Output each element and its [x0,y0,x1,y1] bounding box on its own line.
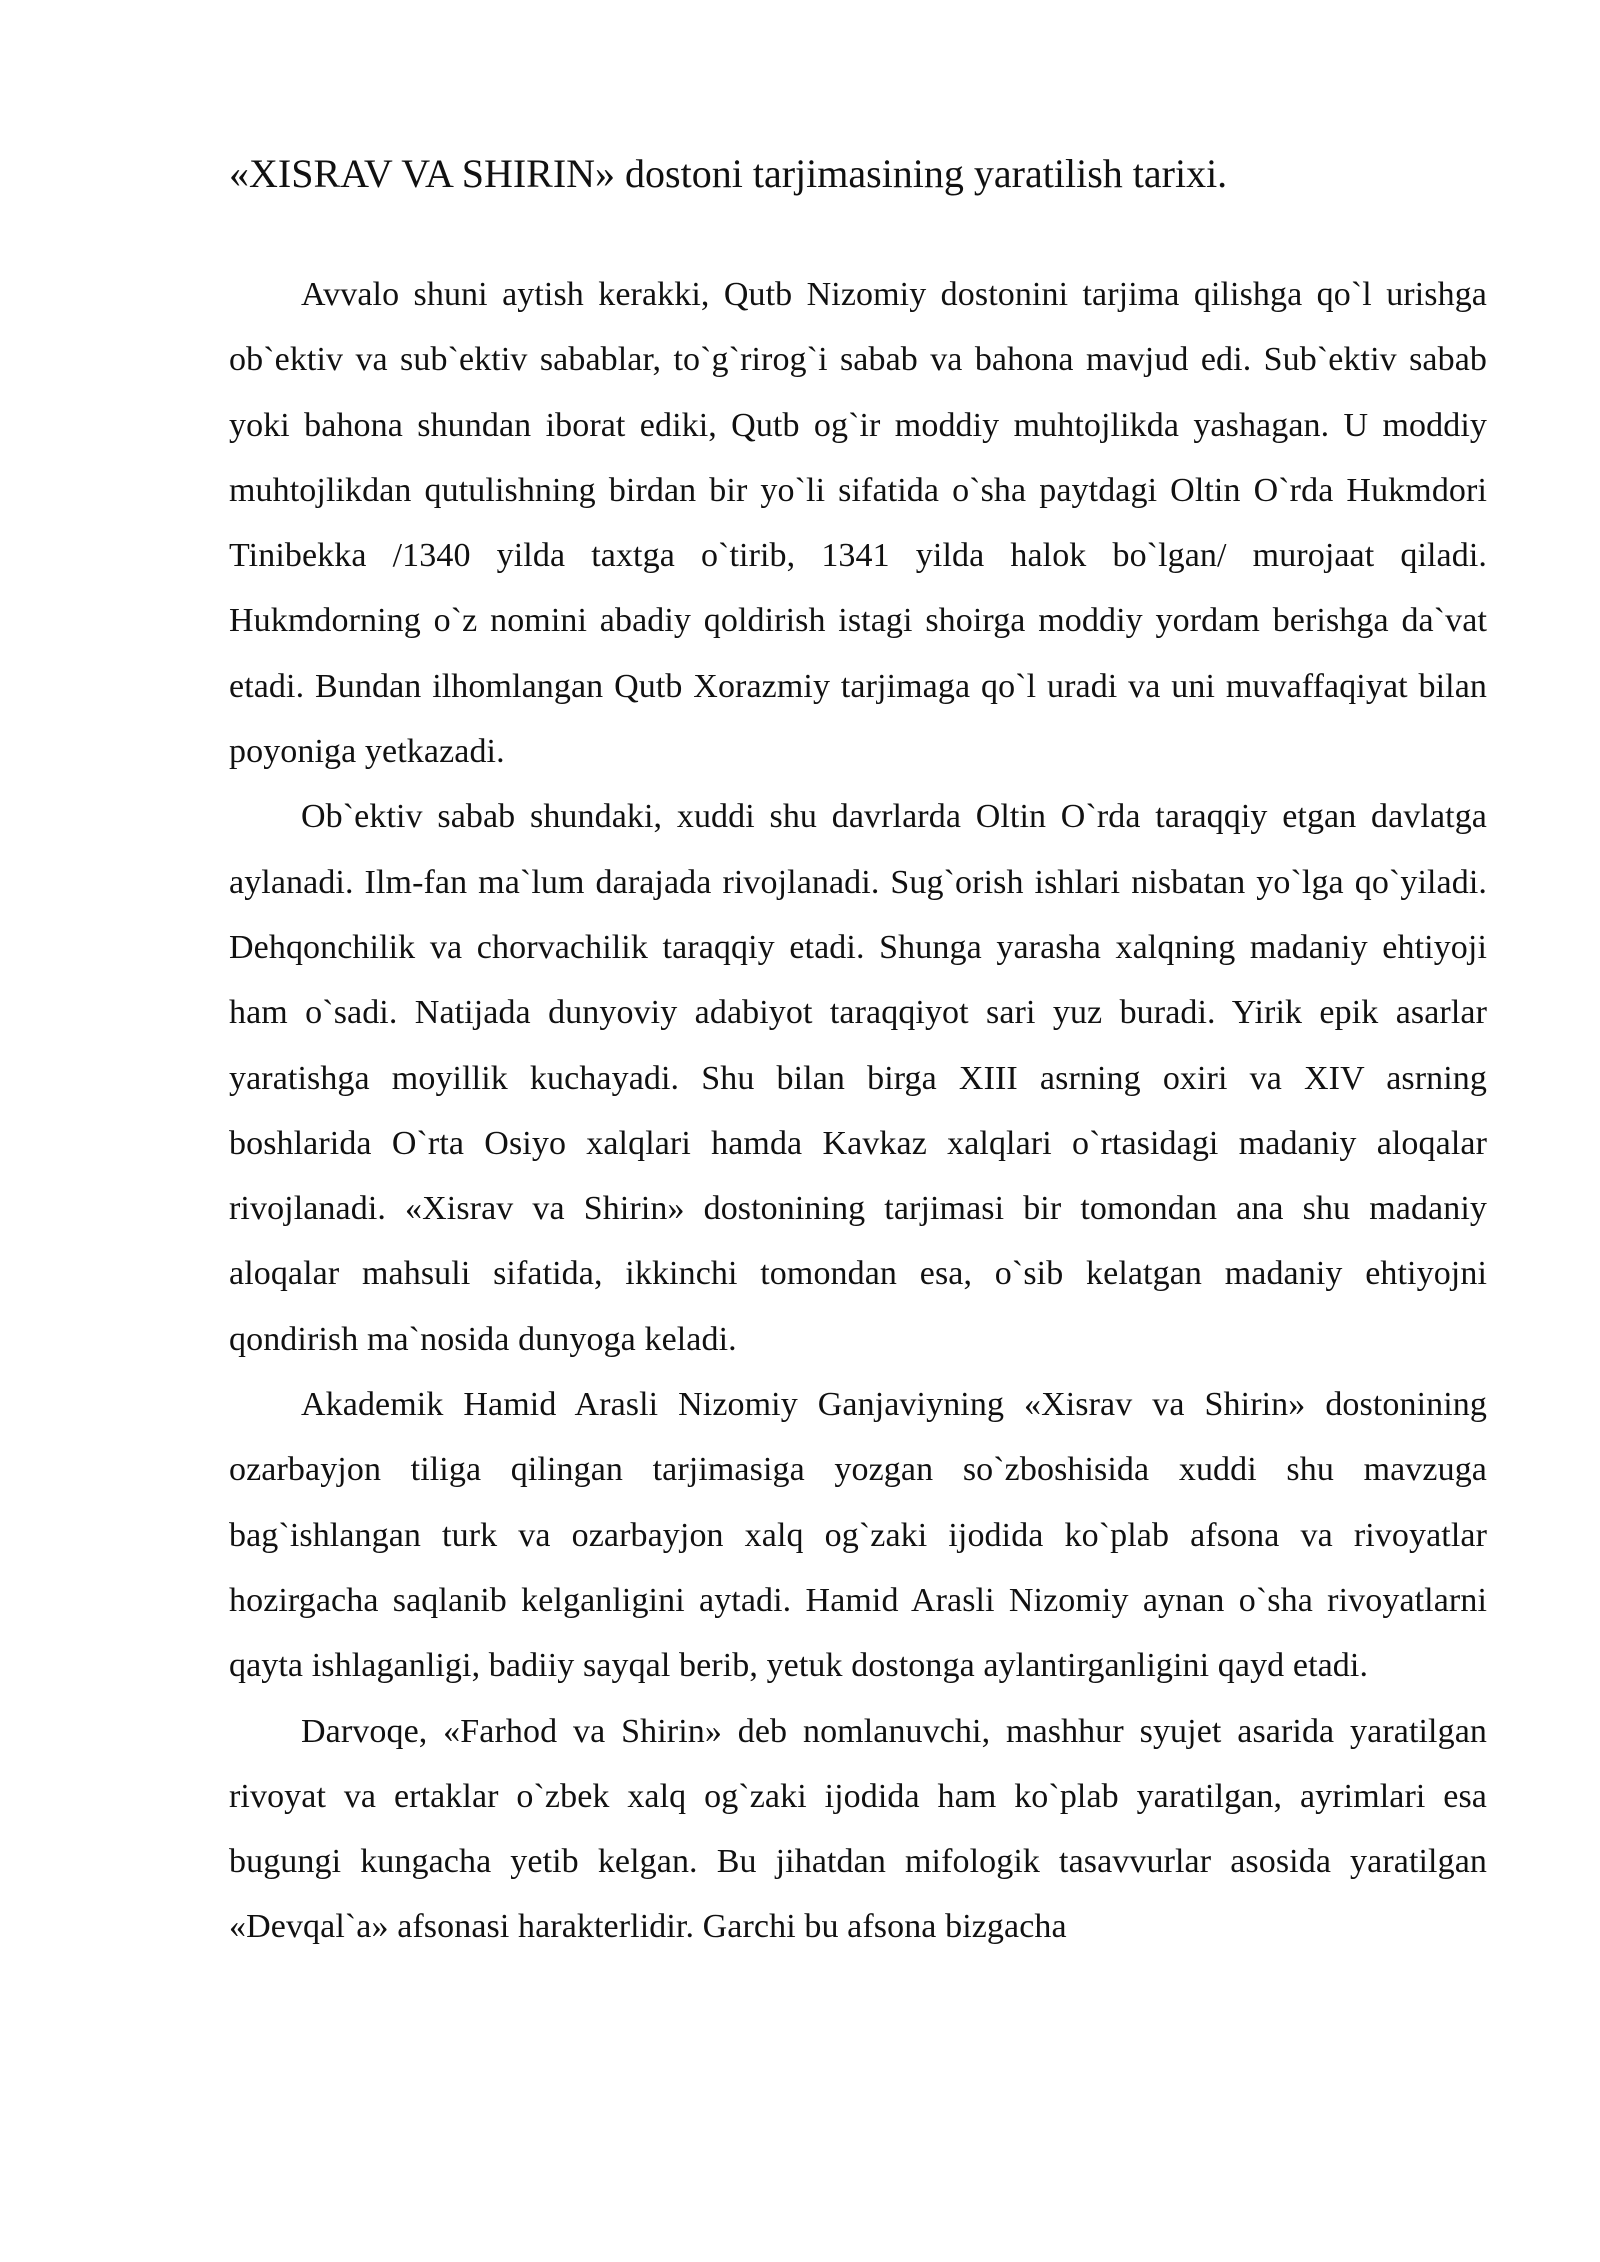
document-title: «XISRAV VA SHIRIN» dostoni tarjimasining yaratilish tarixi. [229,151,1228,196]
document-body [229,262,1487,1960]
paragraph-objective-reason: Ob`ektiv sabab shundaki, xuddi shu davrlarda Oltin O`rda taraqqiy etgan davlatga aylanadi. Ilm-fan ma`lum darajada rivojlanadi. Sug`orish ishlari nisbatan yo`lga qo`yiladi. Dehqonchilik va chorvachilik taraqqiy etadi. Shunga yarasha xalqning madaniy ehtiyoji ham o`sadi. Natijada dunyoviy adabiyot taraqqiyot sari yuz buradi. Yirik epik asarlar yaratishga moyillik kuchayadi. Shu bilan birga XIII asrning oxiri va XIV asrning boshlarida O`rta Osiyo xalqlari hamda Kavkaz xalqlari o`rtasidagi madaniy aloqalar rivojlanadi. «Xisrav va Shirin» dostonining tarjimasi bir tomondan ana shu madaniy aloqalar mahsuli sifatida, ikkinchi tomondan esa, o`sib kelatgan madaniy ehtiyojni qondirish ma`nosida dunyoga keladi. [229,798,1487,1358]
paragraph-farhod-va-shirin: Darvoqe, «Farhod va Shirin» deb nomlanuvchi, mashhur syujet asarida yaratilgan rivoyat va ertaklar o`zbek xalq og`zaki ijodida ham ko`plab yaratilgan, ayrimlari esa bugungi kungacha yetib kelgan. Bu jihatdan mifologik tasavvurlar asosida yaratilgan «Devqal`a» afsonasi harakterlidir. Garchi bu afsona bizgacha [229,1712,1487,1946]
paragraph-hamid-arasli: Akademik Hamid Arasli Nizomiy Ganjaviyning «Xisrav va Shirin» dostonining ozarbayjon tiliga qilingan tarjimasiga yozgan so`zboshisida xuddi shu mavzuga bag`ishlangan turk va ozarbayjon xalq og`zaki ijodida ko`plab afsona va rivoyatlar hozirgacha saqlanib kelganligini aytadi. Hamid Arasli Nizomiy aynan o`sha rivoyatlarni qayta ishlaganligi, badiiy sayqal berib, yetuk dostonga aylantirganligini qayd etadi. [229,1386,1487,1685]
paragraph-reasons-intro: Avvalo shuni aytish kerakki, Qutb Nizomiy dostonini tarjima qilishga qo`l urishga ob`ektiv va sub`ektiv sabablar, to`g`rirog`i sabab va bahona mavjud edi. Sub`ektiv sabab yoki bahona shundan iborat ediki, Qutb og`ir moddiy muhtojlikda yashagan. U moddiy muhtojlikdan qutulishning birdan bir yo`li sifatida o`sha paytdagi Oltin O`rda Hukmdori Tinibekka /1340 yilda taxtga o`tirib, 1341 yilda halok bo`lgan/ murojaat qiladi. Hukmdorning o`z nomini abadiy qoldirish istagi shoirga moddiy yordam berishga da`vat etadi. Bundan ilhomlangan Qutb Xorazmiy tarjimaga qo`l uradi va uni muvaffaqiyat bilan poyoniga yetkazadi. [229,276,1487,771]
